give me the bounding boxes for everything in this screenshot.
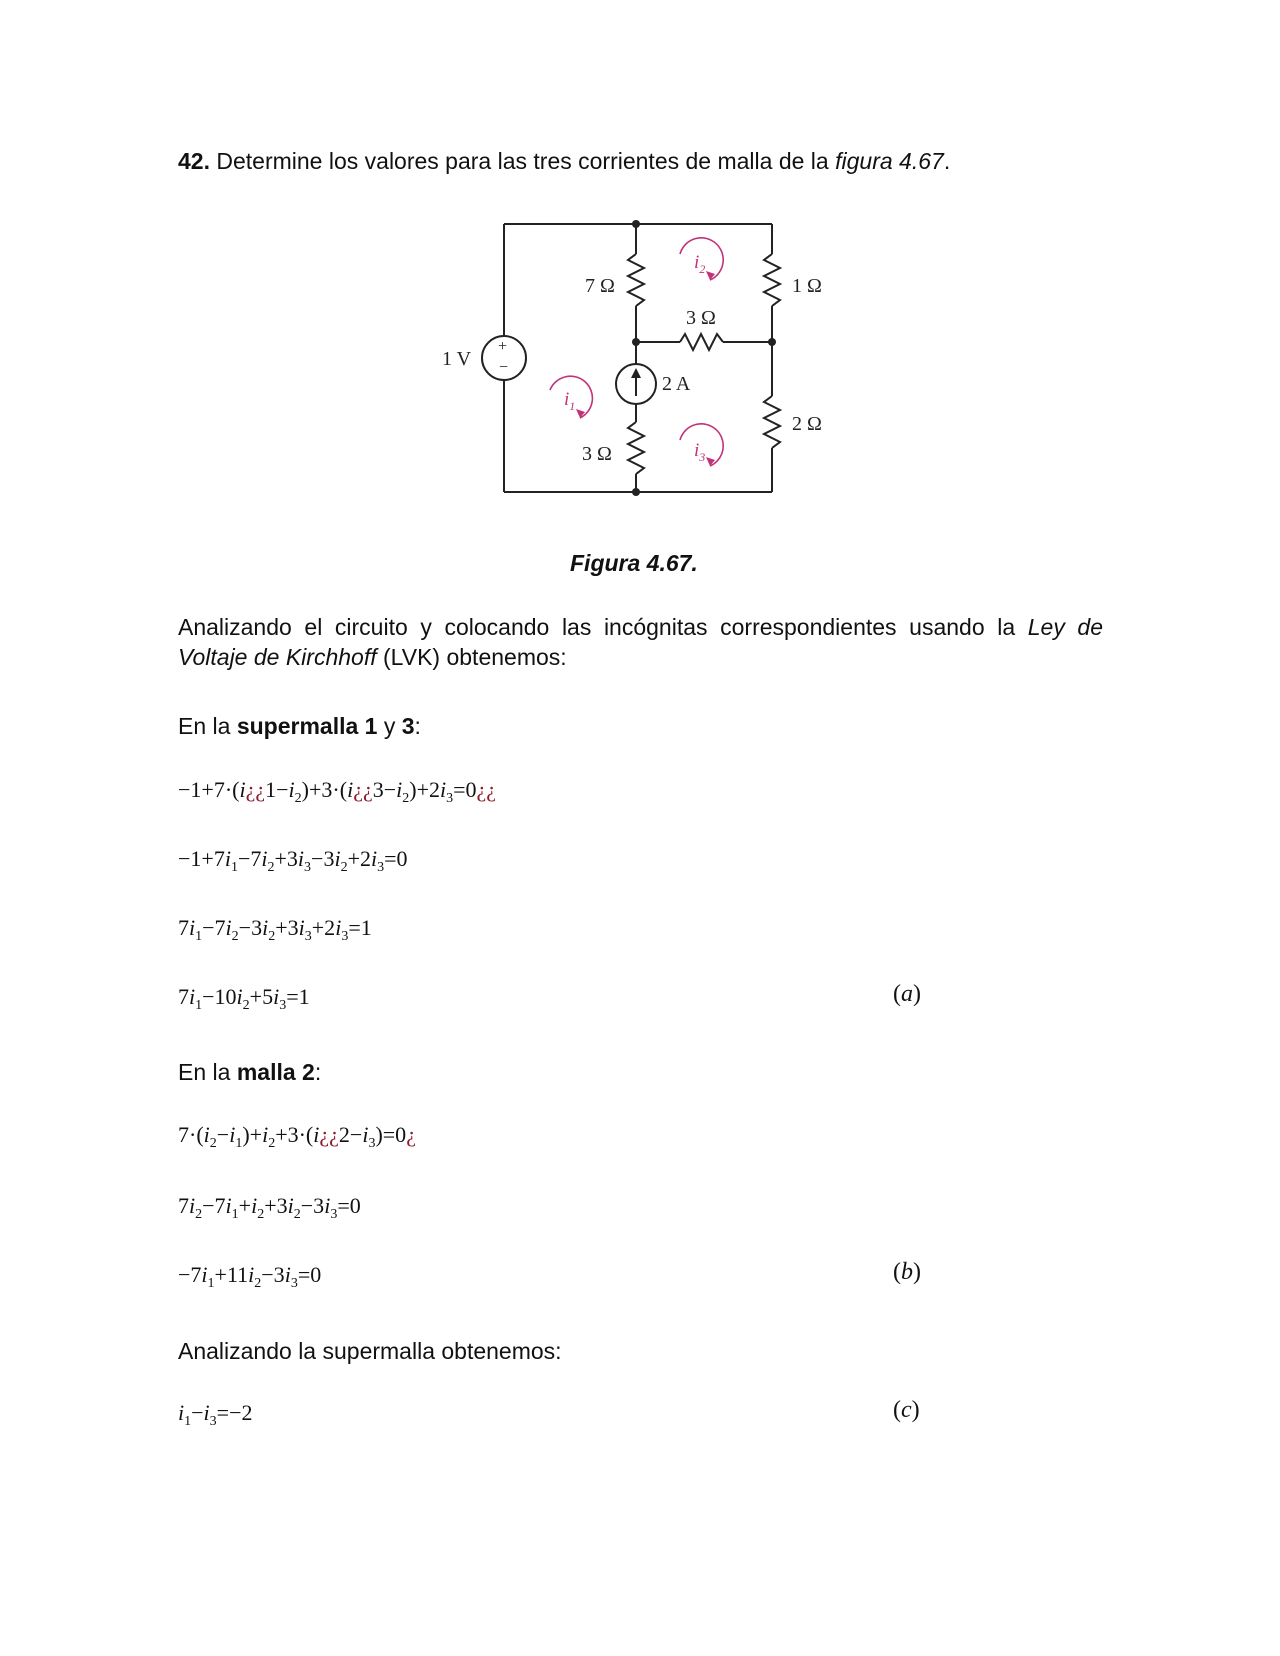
law-name: Ley de Voltaje de Kirchhoff bbox=[178, 614, 1104, 670]
current-label-i1: $i_1$ bbox=[564, 389, 576, 413]
resistor-1-ohm bbox=[764, 254, 780, 306]
equation-2: $-1+7i_1-7i_2+3i_3-3i_2+2i_3=0$ bbox=[178, 846, 408, 875]
node-dot bbox=[632, 338, 640, 346]
intro-paragraph: Analizando el circuito y colocando las incógnitas correspondientes usando la Ley de Voltaje de Kirchhoff (LVK) obtenemos: bbox=[178, 614, 1104, 670]
minus-sign: − bbox=[499, 359, 509, 376]
equation-3: $7i_1-7i_2-3i_2+3i_3+2i_3=1$ bbox=[178, 915, 372, 944]
equation-c: $i_1-i_3=-2$ bbox=[178, 1400, 253, 1429]
label-3-ohm-bottom: 3 Ω bbox=[582, 443, 612, 465]
current-label-i3: $i_3$ bbox=[694, 440, 706, 464]
node-dot bbox=[768, 338, 776, 346]
resistor-2-ohm bbox=[764, 396, 780, 448]
label-3-ohm-middle: 3 Ω bbox=[686, 307, 716, 329]
current-source-arrow-icon bbox=[631, 368, 641, 378]
label-7-ohm: 7 Ω bbox=[585, 275, 615, 297]
figure-caption: Figura 4.67. bbox=[570, 550, 698, 576]
figure-ref: figura 4.67 bbox=[835, 148, 944, 174]
equation-a: $7i_1-10i_2+5i_3=1$ bbox=[178, 984, 310, 1013]
label-1-ohm: 1 Ω bbox=[792, 275, 822, 297]
current-label-i2: $i_2$ bbox=[694, 252, 706, 276]
problem-number: 42. bbox=[178, 148, 210, 174]
problem-text: Determine los valores para las tres corrientes de malla de la bbox=[216, 148, 836, 174]
equation-b: $-7i_1+11i_2-3i_3=0$ bbox=[178, 1262, 322, 1291]
section-heading-supermesh: En la supermalla 1 y 3: bbox=[178, 713, 421, 739]
node-dot bbox=[632, 220, 640, 228]
equation-1: $-1+7\cdot(i¿¿1-i_2)+3\cdot(i¿¿3-i_2)+2i_3=0¿¿$ bbox=[178, 777, 497, 806]
plus-sign: + bbox=[498, 338, 508, 355]
equation-4: $7\cdot(i_2-i_1)+i_2+3\cdot(i¿¿2-i_3)=0¿$ bbox=[178, 1122, 416, 1151]
resistor-3-ohm-middle bbox=[680, 334, 723, 350]
equation-tag-b: (b) bbox=[893, 1259, 921, 1285]
resistor-3-ohm-bottom bbox=[628, 422, 644, 474]
node-dot bbox=[632, 488, 640, 496]
equation-tag-a: (a) bbox=[893, 981, 921, 1007]
circuit-wires bbox=[482, 224, 780, 492]
resistor-7-ohm bbox=[628, 254, 644, 306]
label-1-volt: 1 V bbox=[442, 348, 472, 370]
problem-statement: 42. Determine los valores para las tres corrientes de malla de la figura 4.67. bbox=[178, 148, 951, 174]
label-2-ohm: 2 Ω bbox=[792, 413, 822, 435]
section-heading-supermesh-result: Analizando la supermalla obtenemos: bbox=[178, 1338, 562, 1364]
equation-5: $7i_2-7i_1+i_2+3i_2-3i_3=0$ bbox=[178, 1193, 361, 1222]
equation-tag-c: (c) bbox=[893, 1397, 920, 1423]
circuit-diagram bbox=[400, 200, 870, 520]
label-2-amp: 2 A bbox=[662, 373, 691, 395]
section-heading-mesh-2: En la malla 2: bbox=[178, 1059, 322, 1085]
